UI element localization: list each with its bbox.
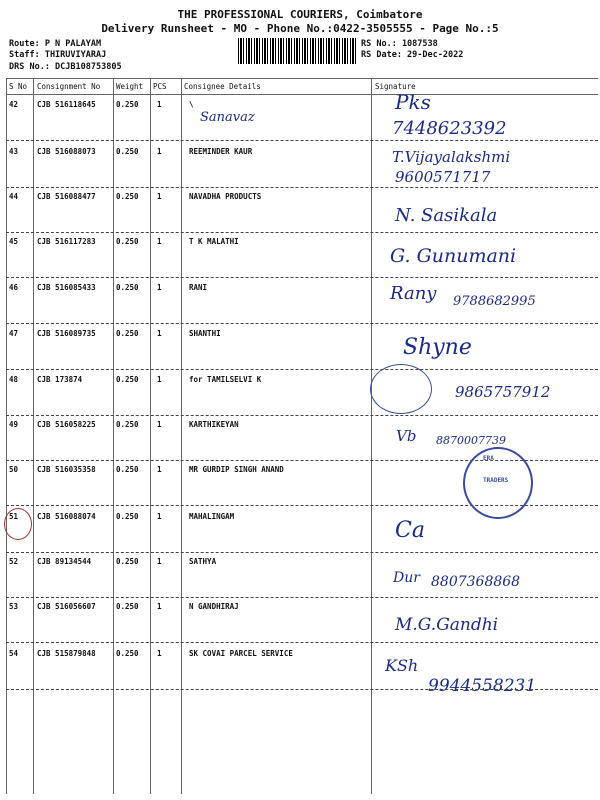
row-signature: G. Gunumani [390,245,517,267]
row-weight: 0.250 [116,649,139,658]
row-sno: 46 [9,283,19,292]
row-weight: 0.250 [116,512,139,521]
row-sno: 42 [9,100,19,109]
row-consignee: RANI [189,283,208,292]
row-weight: 0.250 [116,375,139,384]
row-consignee: MAHALINGAM [189,512,235,521]
row-weight: 0.250 [116,557,139,566]
header-signature: Signature [375,82,416,91]
row-weight: 0.250 [116,329,139,338]
row-signature: 9944558231 [428,676,537,696]
row-consignment-no: CJB 516089735 [37,329,96,338]
row-consignee: \ [189,100,194,109]
row-weight: 0.250 [116,283,139,292]
row-pcs: 1 [157,329,162,338]
row-consignee: NAVADHA PRODUCTS [189,192,262,201]
row-sno: 44 [9,192,19,201]
row-weight: 0.250 [116,465,139,474]
row-weight: 0.250 [116,147,139,156]
header-pcs: PCS [153,82,167,91]
row-consignment-no: CJB 516058225 [37,420,96,429]
row-separator [6,642,598,643]
column-divider [6,78,7,794]
row-weight: 0.250 [116,100,139,109]
row-consignment-no: CJB 516118645 [37,100,96,109]
row-separator [6,232,598,233]
row-sno: 49 [9,420,19,429]
row-consignment-no: CJB 515879848 [37,649,96,658]
row-consignment-no: CJB 89134544 [37,557,92,566]
row-consignment-no: CJB 173874 [37,375,83,384]
column-divider [181,78,182,794]
row-signature: Vb [396,427,417,445]
row-pcs: 1 [157,602,162,611]
company-stamp [463,447,533,519]
row-signature: KSh [385,656,419,675]
row-pcs: 1 [157,192,162,201]
row-weight: 0.250 [116,420,139,429]
row-sno: 51 [9,512,19,521]
row-separator [6,277,598,278]
row-signature: T.Vijayalakshmi [392,148,511,166]
row-pcs: 1 [157,237,162,246]
row-weight: 0.250 [116,602,139,611]
row-sno: 53 [9,602,19,611]
drs-number: DRS No.: DCJB108753805 [9,62,122,72]
document-subtitle: Delivery Runsheet - MO - Phone No.:0422-3505555 - Page No.:5 [101,22,499,35]
barcode [238,38,356,64]
stamp-text: ERA [483,455,494,462]
column-divider [150,78,151,794]
row-signature: Pks [395,90,431,114]
ink-circle-mark [4,508,32,540]
table-top-border [6,78,598,79]
row-signature: Rany [390,283,437,304]
row-consignee: REEMINDER KAUR [189,147,253,156]
row-pcs: 1 [157,283,162,292]
row-signature: 7448623392 [392,118,507,139]
row-signature: Sanavaz [200,110,255,125]
row-separator [6,323,598,324]
row-consignment-no: CJB 516088477 [37,192,96,201]
row-sno: 43 [9,147,19,156]
row-consignee: SHANTHI [189,329,221,338]
row-signature: 9600571717 [395,168,491,186]
header-weight: Weight [116,82,144,91]
row-signature: M.G.Gandhi [395,615,499,635]
row-consignee: SATHYA [189,557,217,566]
row-consignment-no: CJB 516088074 [37,512,96,521]
row-pcs: 1 [157,375,162,384]
row-sno: 50 [9,465,19,474]
header-consignee: Consignee Details [184,82,261,91]
stamp-text: TRADERS [483,477,509,484]
row-sno: 52 [9,557,19,566]
row-consignment-no: CJB 516085433 [37,283,96,292]
row-separator [6,552,598,553]
row-pcs: 1 [157,649,162,658]
staff-label: Staff: THIRUVIYARAJ [9,50,107,60]
row-separator [6,369,598,370]
row-signature: 8807368868 [431,574,521,590]
row-signature: Shyne [403,335,472,360]
rs-date: RS Date: 29-Dec-2022 [361,50,464,60]
row-consignee: N GANDHIRAJ [189,602,239,611]
row-pcs: 1 [157,465,162,474]
row-sno: 47 [9,329,19,338]
row-signature: 9788682995 [453,294,536,309]
header-consignment: Consignment No [37,82,101,91]
row-consignment-no: CJB 516088073 [37,147,96,156]
row-signature: 8870007739 [436,434,506,447]
row-weight: 0.250 [116,237,139,246]
header-sno: S No [9,82,28,91]
ink-circle-mark [370,364,432,414]
row-consignee: MR GURDIP SINGH ANAND [189,465,284,474]
row-sno: 54 [9,649,19,658]
row-consignment-no: CJB 516035358 [37,465,96,474]
row-pcs: 1 [157,512,162,521]
row-consignee: SK COVAI PARCEL SERVICE [189,649,293,658]
row-pcs: 1 [157,100,162,109]
row-signature: N. Sasikala [395,205,498,226]
row-consignee: KARTHIKEYAN [189,420,239,429]
column-divider [33,78,34,794]
row-separator [6,597,598,598]
row-consignment-no: CJB 516117283 [37,237,96,246]
table-header-border [6,94,598,95]
column-divider [113,78,114,794]
row-separator [6,415,598,416]
row-pcs: 1 [157,420,162,429]
row-sno: 48 [9,375,19,384]
rs-number: RS No.: 1087538 [361,39,438,49]
row-separator [6,689,598,690]
row-signature: Dur [393,570,420,586]
row-pcs: 1 [157,147,162,156]
row-signature: Ca [395,518,425,543]
row-separator [6,140,598,141]
row-consignee: for TAMILSELVI K [189,375,262,384]
row-weight: 0.250 [116,192,139,201]
document-title: THE PROFESSIONAL COURIERS, Coimbatore [177,8,423,21]
row-consignee: T K MALATHI [189,237,239,246]
row-consignment-no: CJB 516056607 [37,602,96,611]
column-divider [371,78,372,794]
row-pcs: 1 [157,557,162,566]
row-signature: 9865757912 [455,383,551,401]
route-label: Route: P N PALAYAM [9,39,102,49]
row-sno: 45 [9,237,19,246]
row-separator [6,187,598,188]
